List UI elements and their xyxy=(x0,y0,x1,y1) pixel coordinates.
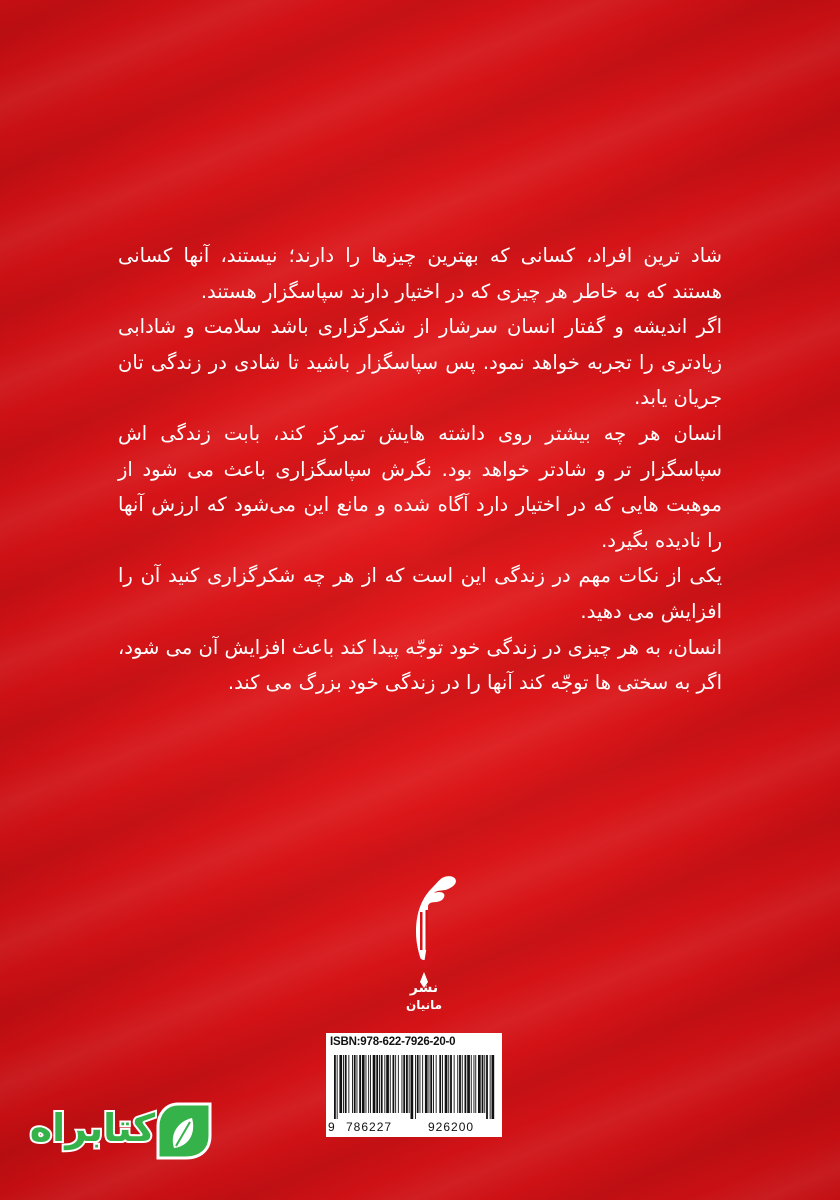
paragraph-4: یکی از نکات مهم در زندگی این است که از هر چه شکرگزاری کنید آن را افزایش می دهید. xyxy=(118,564,722,623)
back-cover-text xyxy=(118,238,722,701)
publisher-label: نشر xyxy=(409,980,439,996)
paragraph-5: انسان، به هر چیزی در زندگی خود توجّه پیدا کند باعث افزایش آن می شود، اگر به سختی ها توجّه کند آنها را در زندگی خود بزرگ می کند. xyxy=(118,635,722,695)
isbn-label: ISBN:978-622-7926-20-0 xyxy=(330,1036,456,1048)
store-brand-name: کتابراه xyxy=(29,1106,155,1150)
paragraph-2: اگر اندیشه و گفتار انسان سرشار از شکرگزاری باشد سلامت و شادابی زیادتری را تجربه خواهد نمود. پس سپاسگزار باشید تا شادی در زندگی تان جریان یابد. xyxy=(118,315,722,410)
barcode-digit-first: 9 xyxy=(328,1120,335,1134)
paragraph-1: شاد ترین افراد، کسانی که بهترین چیزها را دارند؛ نیستند، آنها کسانی هستند که به خاطر هر چیزی که در اختیار دارند سپاسگزار هستند. xyxy=(118,244,722,303)
paragraph-3: انسان هر چه بیشتر روی داشته هایش تمرکز کند، بابت زندگی اش سپاسگزار تر و شادتر خواهد بود. نگرش سپاسگزاری باعث می شود از موهبت هایی که در اختیار دارد آگاه شده و مانع این می‌شود که ارزش آنها را نادیده بگیرد. xyxy=(118,421,722,552)
barcode-digits-right: 926200 xyxy=(428,1120,475,1134)
barcode-bars xyxy=(332,1055,496,1119)
publisher-name: مانیان xyxy=(405,998,443,1012)
barcode-digits-left: 786227 xyxy=(346,1120,393,1134)
isbn-barcode xyxy=(326,1033,502,1137)
